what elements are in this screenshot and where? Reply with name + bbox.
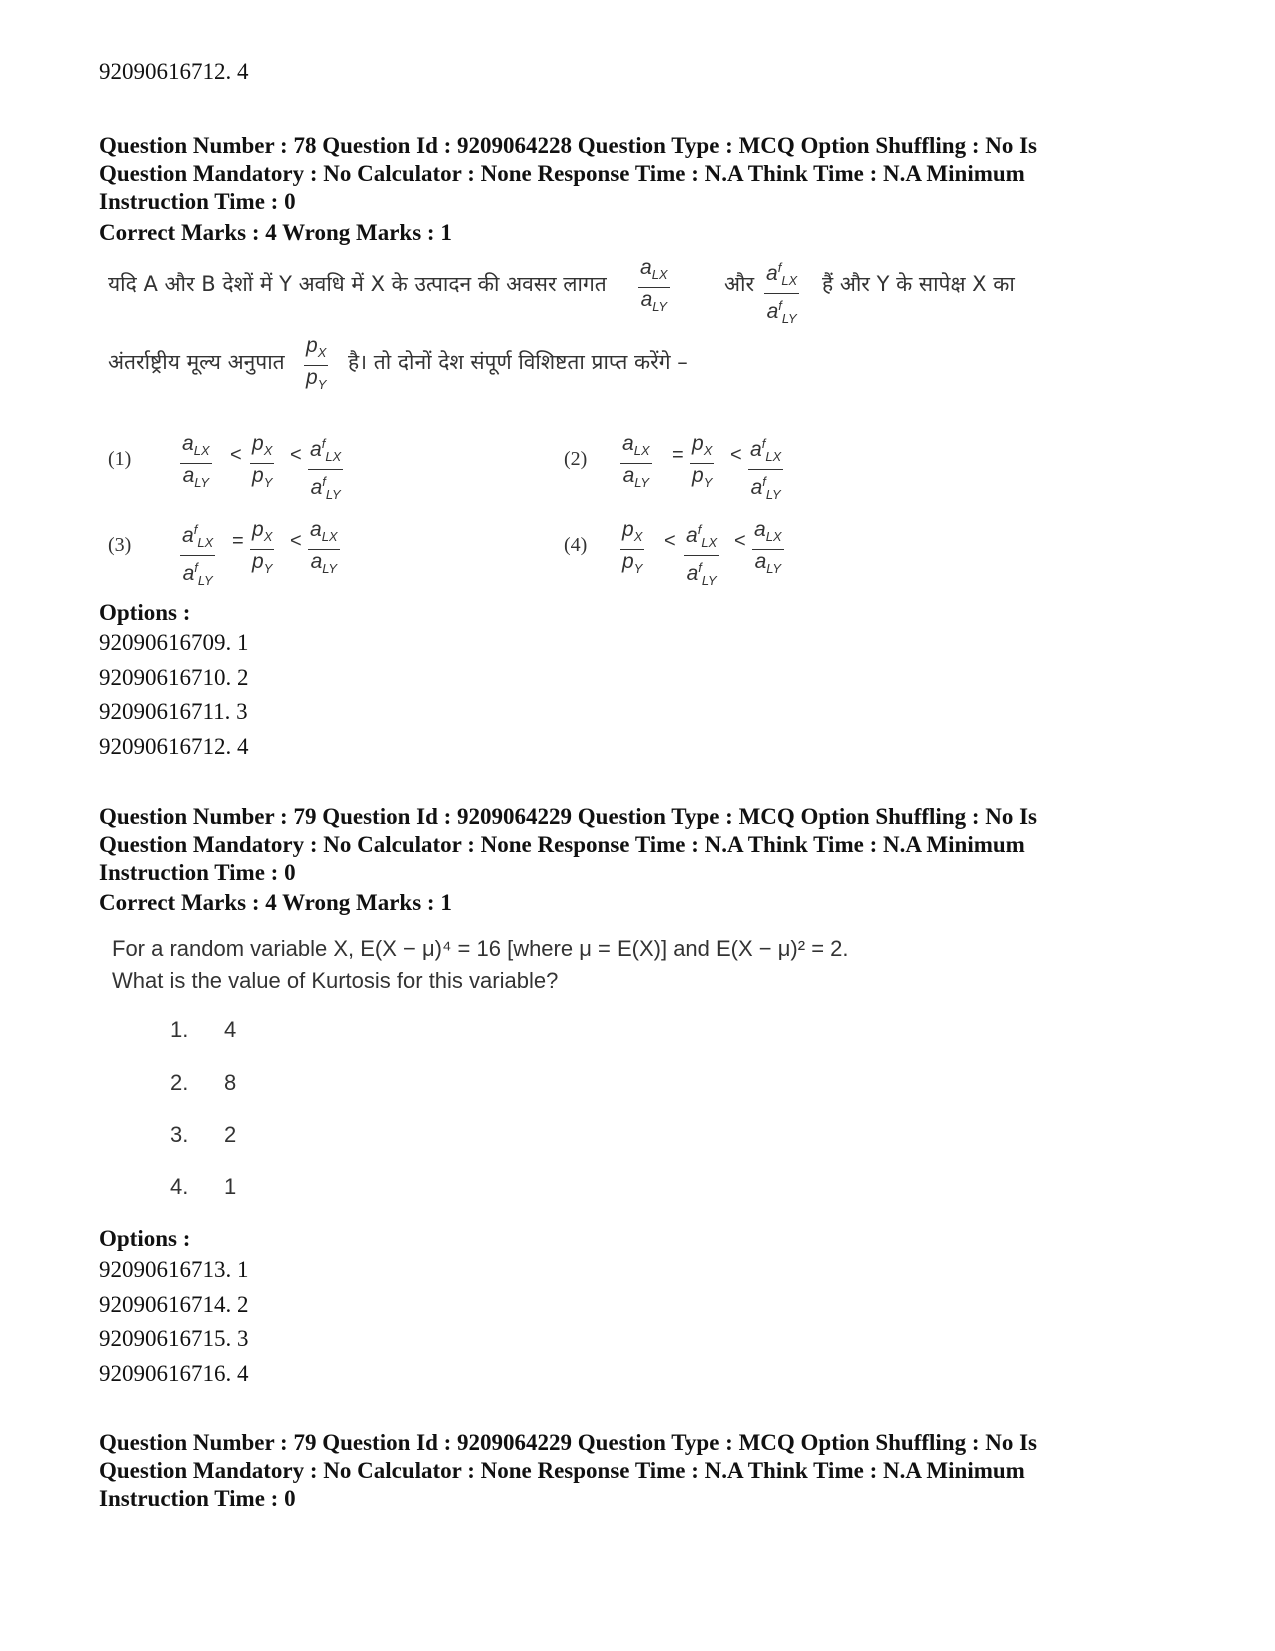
q78-c4-lt2: < xyxy=(734,530,746,552)
q78-options-list xyxy=(99,626,249,764)
q78-c4-frac3: $a_{LX}$ $a_{LY}$ xyxy=(754,518,782,577)
q79-stem-line2: What is the value of Kurtosis for this variable? xyxy=(112,968,559,993)
q79-choice-1-number: 1. xyxy=(170,1017,189,1042)
q79-marks: Correct Marks : 4 Wrong Marks : 1 xyxy=(99,890,452,915)
q78-c2-lt: < xyxy=(730,444,742,466)
q78-marks: Correct Marks : 4 Wrong Marks : 1 xyxy=(99,220,452,245)
q78-c2-frac1: $a_{LX}$ $a_{LY}$ xyxy=(622,432,650,491)
q79-repeat-header-line2: Question Mandatory : No Calculator : None Response Time : N.A Think Time : N.A Minimum xyxy=(99,1458,1025,1483)
q78-c3-frac1: $a^f_{LX}$ $a^f_{LY}$ xyxy=(180,518,215,593)
q78-c1-frac2: $\frac{p_X}{p_Y}$ xyxy=(252,432,273,491)
q78-c1-frac1: $a_{LX}$ $a_{LY}$ xyxy=(182,432,210,491)
q78-header-line2: Question Mandatory : No Calculator : None Response Time : N.A Think Time : N.A Minimum xyxy=(99,161,1025,186)
q78-choice-2-number: (2) xyxy=(564,448,588,470)
q78-frac-aLX-aLY: $a_{LX}$ $a_{LY}$ xyxy=(640,256,668,315)
q78-c4-frac1: $\frac{p_X}{p_Y}$ xyxy=(622,518,643,577)
q78-c2-frac3: $a^f_{LX}$ $a^f_{LY}$ xyxy=(748,432,783,507)
q78-stem-and: और xyxy=(724,272,755,296)
q78-c2-eq: = xyxy=(672,444,684,466)
q78-options-label: Options : xyxy=(99,600,191,625)
q78-frac-pX-pY: $\frac{p_X}{p_Y}$ xyxy=(306,334,327,393)
q79-option-4: 92090616716. 4 xyxy=(99,1360,249,1386)
q78-choice-4-number: (4) xyxy=(564,534,588,556)
q79-options-label: Options : xyxy=(99,1226,191,1251)
q79-choice-2-value: 8 xyxy=(224,1070,237,1095)
q78-c4-frac2: $a^f_{LX}$ $a^f_{LY}$ xyxy=(684,518,719,593)
q79-choice-1-value: 4 xyxy=(224,1017,237,1042)
q79-option-1: 92090616713. 1 xyxy=(99,1257,249,1282)
q79-header-line2: Question Mandatory : No Calculator : None Response Time : N.A Think Time : N.A Minimum xyxy=(99,832,1025,857)
q79-choice-3-value: 2 xyxy=(224,1122,237,1147)
q79-stem-line1: For a random variable X, E(X − μ)⁴ = 16 [where μ = E(X)] and E(X − μ)² = 2. xyxy=(112,936,849,961)
q79-options-list xyxy=(99,1253,249,1391)
prev-option-line: 92090616712. 4 xyxy=(99,59,249,84)
q78-stem-part3: अंतर्राष्ट्रीय मूल्य अनुपात xyxy=(108,350,285,374)
q78-header-line1: Question Number : 78 Question Id : 9209064228 Question Type : MCQ Option Shuffling : No Is xyxy=(99,133,1038,158)
q79-repeat-header-line1: Question Number : 79 Question Id : 9209064229 Question Type : MCQ Option Shuffling : No Is xyxy=(99,1430,1038,1455)
q78-header xyxy=(99,132,1129,216)
q78-c1-lt2: < xyxy=(290,444,302,466)
q78-c3-lt: < xyxy=(290,530,302,552)
q79-choice-4-value: 1 xyxy=(224,1174,237,1199)
q78-frac-afLX-afLY: $a^f_{LX}$ $a^f_{LY}$ xyxy=(764,256,799,331)
q78-stem-part4: है। तो दोनों देश संपूर्ण विशिष्टता प्राप्त करेंगे – xyxy=(348,350,688,374)
q78-c3-frac2: $\frac{p_X}{p_Y}$ xyxy=(252,518,273,577)
q79-header-line1: Question Number : 79 Question Id : 9209064229 Question Type : MCQ Option Shuffling : No Is xyxy=(99,804,1038,829)
q78-option-2: 92090616710. 2 xyxy=(99,664,249,690)
q79-option-2: 92090616714. 2 xyxy=(99,1291,249,1317)
q78-c1-frac3: $a^f_{LX}$ $a^f_{LY}$ xyxy=(308,432,343,507)
q78-header-line3: Instruction Time : 0 xyxy=(99,189,296,214)
q78-c4-lt1: < xyxy=(664,530,676,552)
q78-stem-part1: यदि A और B देशों में Y अवधि में X के उत्पादन की अवसर लागत xyxy=(108,272,607,296)
q78-stem-part2: हैं और Y के सापेक्ष X का xyxy=(822,272,1015,296)
q78-c1-lt1: < xyxy=(230,444,242,466)
q79-header-line3: Instruction Time : 0 xyxy=(99,860,296,885)
q78-choice-3-number: (3) xyxy=(108,534,132,556)
q78-c3-frac3: $a_{LX}$ $a_{LY}$ xyxy=(310,518,338,577)
q78-option-1: 92090616709. 1 xyxy=(99,630,249,655)
q79-header xyxy=(99,803,1129,887)
q78-c3-eq: = xyxy=(232,530,244,552)
q78-choice-1-number: (1) xyxy=(108,448,132,470)
q78-option-3: 92090616711. 3 xyxy=(99,699,248,724)
q79-repeat-header-line3: Instruction Time : 0 xyxy=(99,1486,296,1511)
q78-c2-frac2: $\frac{p_X}{p_Y}$ xyxy=(692,432,713,491)
q79-choice-3-number: 3. xyxy=(170,1122,189,1147)
q79-choice-2-number: 2. xyxy=(170,1070,189,1095)
q79-option-3: 92090616715. 3 xyxy=(99,1326,249,1351)
q79-repeat-header xyxy=(99,1429,1129,1513)
q79-choice-4-number: 4. xyxy=(170,1174,189,1199)
q78-option-4: 92090616712. 4 xyxy=(99,733,249,759)
